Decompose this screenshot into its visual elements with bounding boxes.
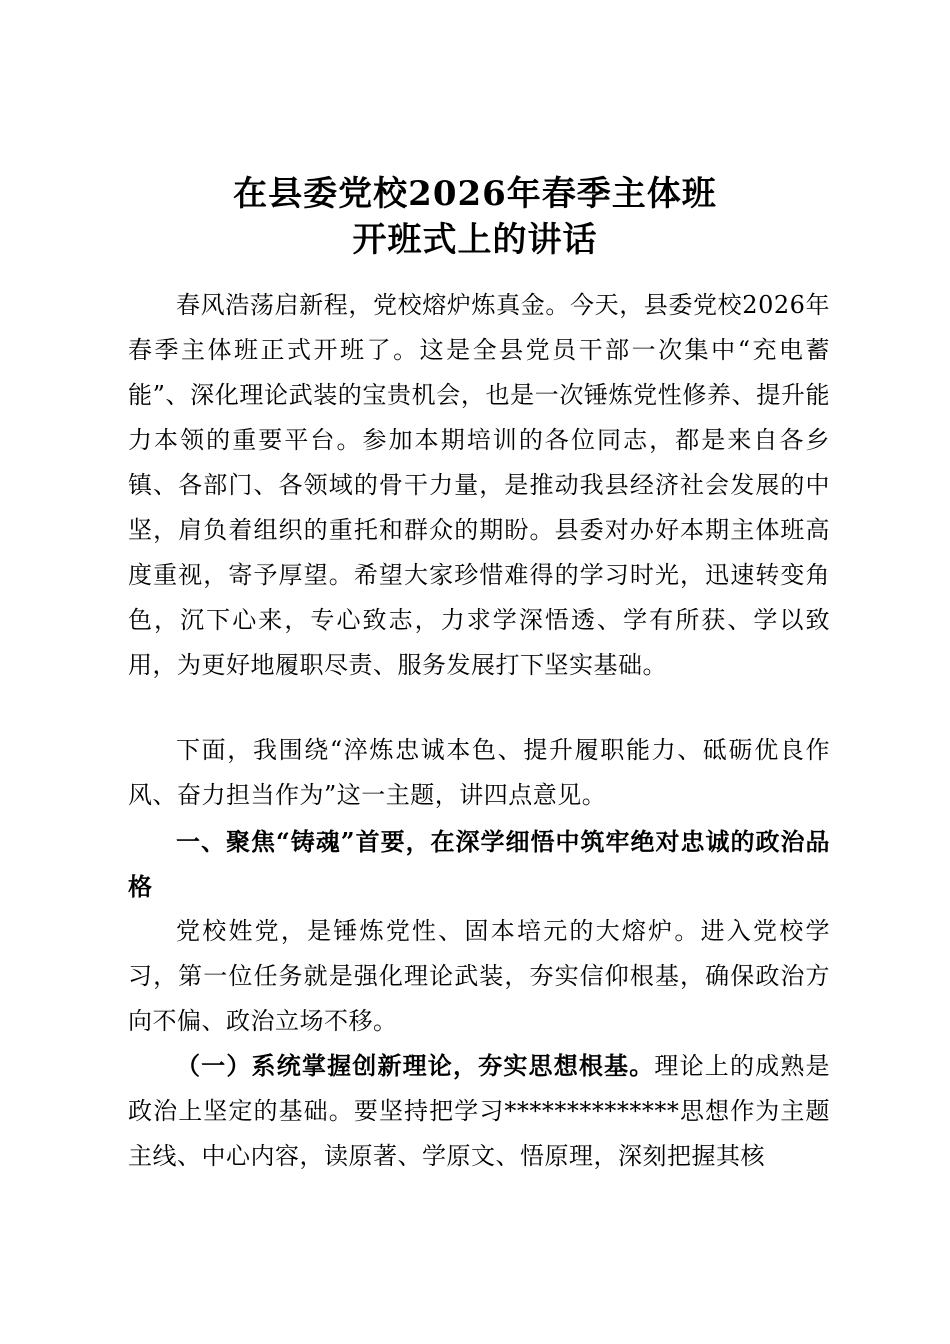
theme-paragraph: 下面，我围绕“淬炼忠诚本色、提升履职能力、砥砺优良作风、奋力担当作为”这一主题，讲四点意见。 <box>128 736 830 809</box>
document-title-line-2: 开班式上的讲话 <box>352 220 598 260</box>
section-heading-1: 一、聚焦“铸魂”首要，在深学细悟中筑牢绝对忠诚的政治品格 <box>128 827 830 901</box>
opening-paragraph: 春风浩荡启新程，党校熔炉炼真金。今天，县委党校2026年春季主体班正式开班了。这是全县党员干部一次集中“充电蓄能”、深化理论武装的宝贵机会，也是一次锤炼党性修养、提升能力本领的重要平台。参加本期培训的各位同志，都是来自各乡镇、各部门、各领域的骨干力量，是推动我县经济社会发展的中坚，肩负着组织的重托和群众的期盼。县委对办好本期主体班高度重视，寄予厚望。希望大家珍惜难得的学习时光，迅速转变角色，沉下心来，专心致志，力求学深悟透、学有所获、学以致用，为更好地履职尽责、服务发展打下坚实基础。 <box>128 291 830 679</box>
document-title-line-1: 在县委党校2026年春季主体班 <box>233 174 717 214</box>
subsection-1-body: 理论上的成熟是政治上坚定的基础。要坚持把学习**************思想作为主题主线、中心内容，读原著、学原文、悟原理，深刻把握其核 <box>128 1052 831 1170</box>
subsection-1-paragraph <box>128 1043 830 1179</box>
subsection-1-lead: （一）系统掌握创新理论，夯实思想根基。 <box>176 1051 655 1080</box>
section-1-paragraph: 党校姓党，是锤炼党性、固本培元的大熔炉。进入党校学习，第一位任务就是强化理论武装，夯实信仰根基，确保政治方向不偏、政治立场不移。 <box>128 917 830 1035</box>
